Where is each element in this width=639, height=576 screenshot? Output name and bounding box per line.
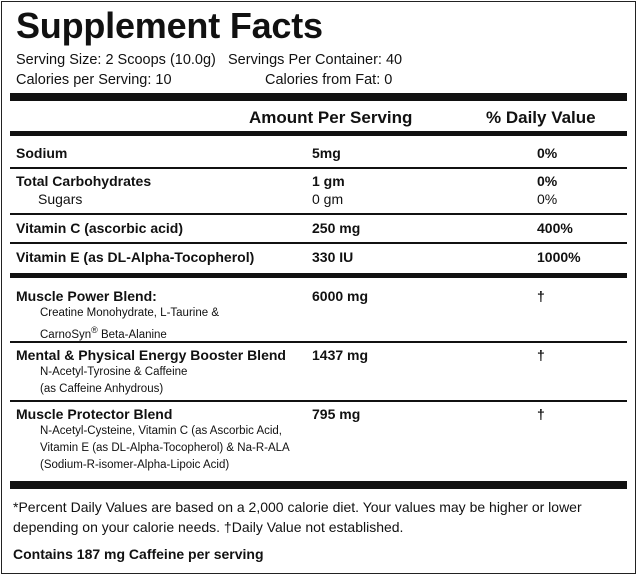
energy-blend-amount: 1437 mg bbox=[312, 347, 369, 363]
footnote-line1: *Percent Daily Values are based on a 2,000 calorie diet. Your values may be higher or lower bbox=[13, 499, 582, 515]
vitamin-e-name: Vitamin E (as DL-Alpha-Tocopherol) bbox=[16, 249, 255, 265]
row-divider bbox=[10, 400, 627, 402]
panel-title: Supplement Facts bbox=[16, 5, 323, 46]
vitamin-c-dv: 400% bbox=[537, 220, 573, 236]
thick-divider-mid bbox=[10, 273, 627, 278]
protector-ingredients-line2: Vitamin E (as DL-Alpha-Tocopherol) & Na-R-ALA bbox=[40, 442, 290, 454]
thick-divider-bottom bbox=[10, 481, 627, 489]
supplement-facts-panel bbox=[1, 1, 636, 574]
sodium-name: Sodium bbox=[16, 145, 68, 161]
vitamin-e-dv: 1000% bbox=[537, 249, 581, 265]
row-divider bbox=[10, 167, 627, 169]
serving-size: Serving Size: 2 Scoops (10.0g) bbox=[16, 52, 216, 68]
servings-per-container: Servings Per Container: 40 bbox=[228, 52, 403, 68]
muscle-power-blend-amount: 6000 mg bbox=[312, 288, 369, 304]
caffeine-note: Contains 187 mg Caffeine per serving bbox=[13, 546, 264, 562]
thick-divider-top bbox=[10, 93, 627, 101]
vitamin-c-amount: 250 mg bbox=[312, 220, 361, 236]
sodium-dv: 0% bbox=[537, 145, 558, 161]
muscle-power-blend-dv: † bbox=[537, 288, 545, 304]
vitamin-c-name: Vitamin C (ascorbic acid) bbox=[16, 220, 184, 236]
energy-ingredients-line1: N-Acetyl-Tyrosine & Caffeine bbox=[40, 366, 188, 378]
energy-ingredients-line2: (as Caffeine Anhydrous) bbox=[40, 383, 164, 395]
sodium-amount: 5mg bbox=[312, 145, 341, 161]
carbs-name: Total Carbohydrates bbox=[16, 173, 152, 189]
header-divider bbox=[10, 131, 627, 136]
sugars-amount: 0 gm bbox=[312, 191, 344, 207]
protector-blend-amount: 795 mg bbox=[312, 406, 361, 422]
registered-mark: ® bbox=[91, 325, 98, 335]
protector-ingredients-line3: (Sodium-R-isomer-Alpha-Lipoic Acid) bbox=[40, 459, 230, 471]
amount-per-serving-header: Amount Per Serving bbox=[249, 108, 413, 127]
protector-ingredients-line1: N-Acetyl-Cysteine, Vitamin C (as Ascorbic Acid, bbox=[40, 425, 283, 437]
protector-blend-dv: † bbox=[537, 406, 545, 422]
muscle-power-ingredients-line2: CarnoSyn® Beta-Alanine bbox=[40, 325, 167, 341]
muscle-power-blend-name: Muscle Power Blend: bbox=[16, 288, 157, 304]
muscle-power-ingredients-line1: Creatine Monohydrate, L-Taurine & bbox=[40, 307, 219, 319]
row-divider bbox=[10, 242, 627, 244]
sugars-name: Sugars bbox=[38, 191, 83, 207]
carbs-dv: 0% bbox=[537, 173, 558, 189]
daily-value-header: % Daily Value bbox=[486, 108, 596, 127]
row-divider bbox=[10, 213, 627, 215]
energy-blend-dv: † bbox=[537, 347, 545, 363]
vitamin-e-amount: 330 IU bbox=[312, 249, 354, 265]
calories-per-serving: Calories per Serving: 10 bbox=[16, 72, 172, 88]
calories-from-fat: Calories from Fat: 0 bbox=[265, 72, 393, 88]
sugars-dv: 0% bbox=[537, 191, 558, 207]
protector-blend-name: Muscle Protector Blend bbox=[16, 406, 173, 422]
energy-blend-name: Mental & Physical Energy Booster Blend bbox=[16, 347, 286, 363]
row-divider bbox=[10, 341, 627, 343]
footnote-line2: depending on your calorie needs. †Daily Value not established. bbox=[13, 519, 404, 535]
carbs-amount: 1 gm bbox=[312, 173, 345, 189]
